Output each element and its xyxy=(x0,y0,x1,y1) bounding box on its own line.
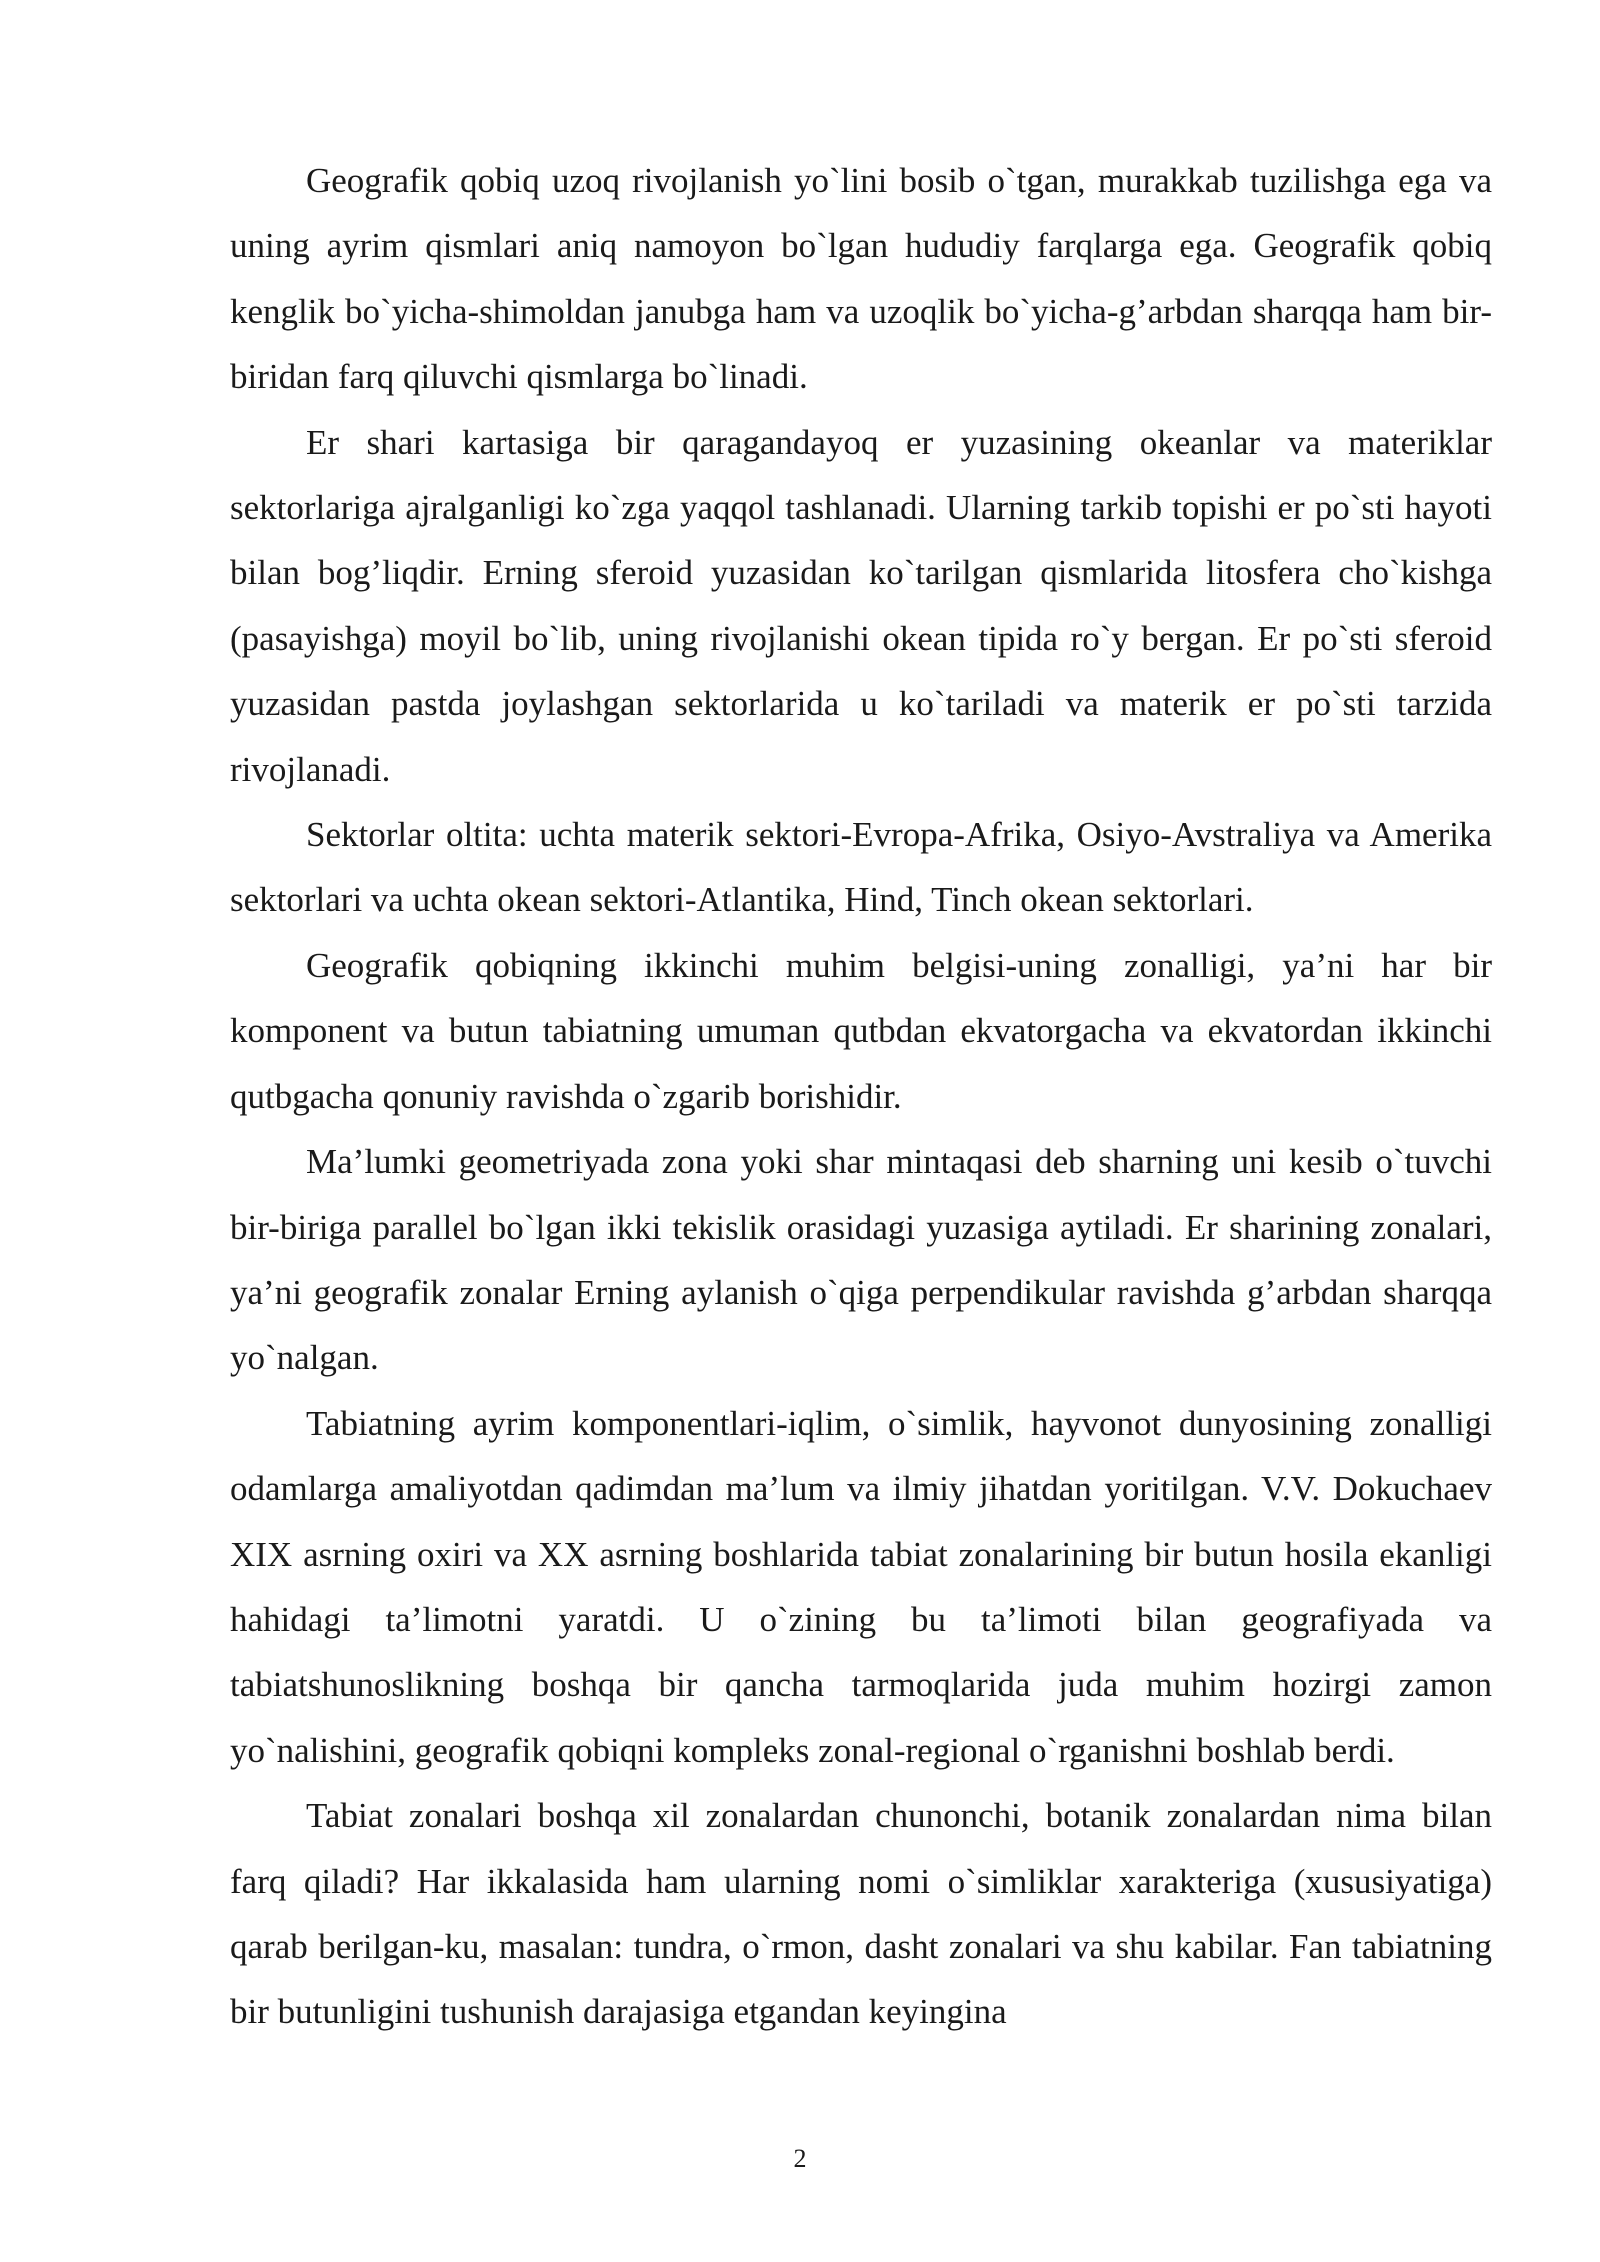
body-text xyxy=(230,148,1492,2045)
paragraph-3: Sektorlar oltita: uchta materik sektori-Evropa-Afrika, Osiyo-Avstraliya va Amerika sektorlari va uchta okean sektori-Atlantika, Hind, Tinch okean sektorlari. xyxy=(230,815,1492,920)
paragraph-2: Er shari kartasiga bir qaragandayoq er yuzasining okeanlar va materiklar sektorlariga ajralganligi ko`zga yaqqol tashlanadi. Ularning tarkib topishi er po`sti hayoti bilan bog’liqdir. Erning sferoid yuzasidan ko`tarilgan qismlarida litosfera cho`kishga (pasayishga) moyil bo`lib, uning rivojlanishi okean tipida ro`y bergan. Er po`sti sferoid yuzasidan pastda joylashgan sektorlarida u ko`tariladi va materik er po`sti tarzida rivojlanadi. xyxy=(230,422,1492,789)
paragraph-5: Ma’lumki geometriyada zona yoki shar mintaqasi deb sharning uni kesib o`tuvchi bir-biriga parallel bo`lgan ikki tekislik orasidagi yuzasiga aytiladi. Er sharining zonalari, ya’ni geografik zonalar Erning aylanish o`qiga perpendikular ravishda g’arbdan sharqqa yo`nalgan. xyxy=(230,1142,1492,1378)
paragraph-7: Tabiat zonalari boshqa xil zonalardan chunonchi, botanik zonalardan nima bilan farq qiladi? Har ikkalasida ham ularning nomi o`simliklar xarakteriga (xususiyatiga) qarab berilgan-ku, masalan: tundra, o`rmon, dasht zonalari va shu kabilar. Fan tabiatning bir butunligini tushunish darajasiga etgandan keyingina xyxy=(230,1796,1492,2032)
paragraph-4: Geografik qobiqning ikkinchi muhim belgisi-uning zonalligi, ya’ni har bir komponent va butun tabiatning umuman qutbdan ekvatorgacha va ekvatordan ikkinchi qutbgacha qonuniy ravishda o`zgarib borishidir. xyxy=(230,945,1492,1116)
paragraph-6: Tabiatning ayrim komponentlari-iqlim, o`simlik, hayvonot dunyosining zonalligi odamlarga amaliyotdan qadimdan ma’lum va ilmiy jihatdan yoritilgan. V.V. Dokuchaev XIX asrning oxiri va XX asrning boshlarida tabiat zonalarining bir butun hosila ekanligi hahidagi ta’limotni yaratdi. U o`zining bu ta’limoti bilan geografiyada va tabiatshunoslikning boshqa bir qancha tarmoqlarida juda muhim hozirgi zamon yo`nalishini, geografik qobiqni kompleks zonal-regional o`rganishni boshlab berdi. xyxy=(230,1403,1492,1770)
paragraph-1: Geografik qobiq uzoq rivojlanish yo`lini bosib o`tgan, murakkab tuzilishga ega va uning ayrim qismlari aniq namoyon bo`lgan hududiy farqlarga ega. Geografik qobiq kenglik bo`yicha-shimoldan janubga ham va uzoqlik bo`yicha-g’arbdan sharqqa ham bir-biridan farq qiluvchi qismlarga bo`linadi. xyxy=(230,161,1492,397)
page-number: 2 xyxy=(793,2144,807,2173)
